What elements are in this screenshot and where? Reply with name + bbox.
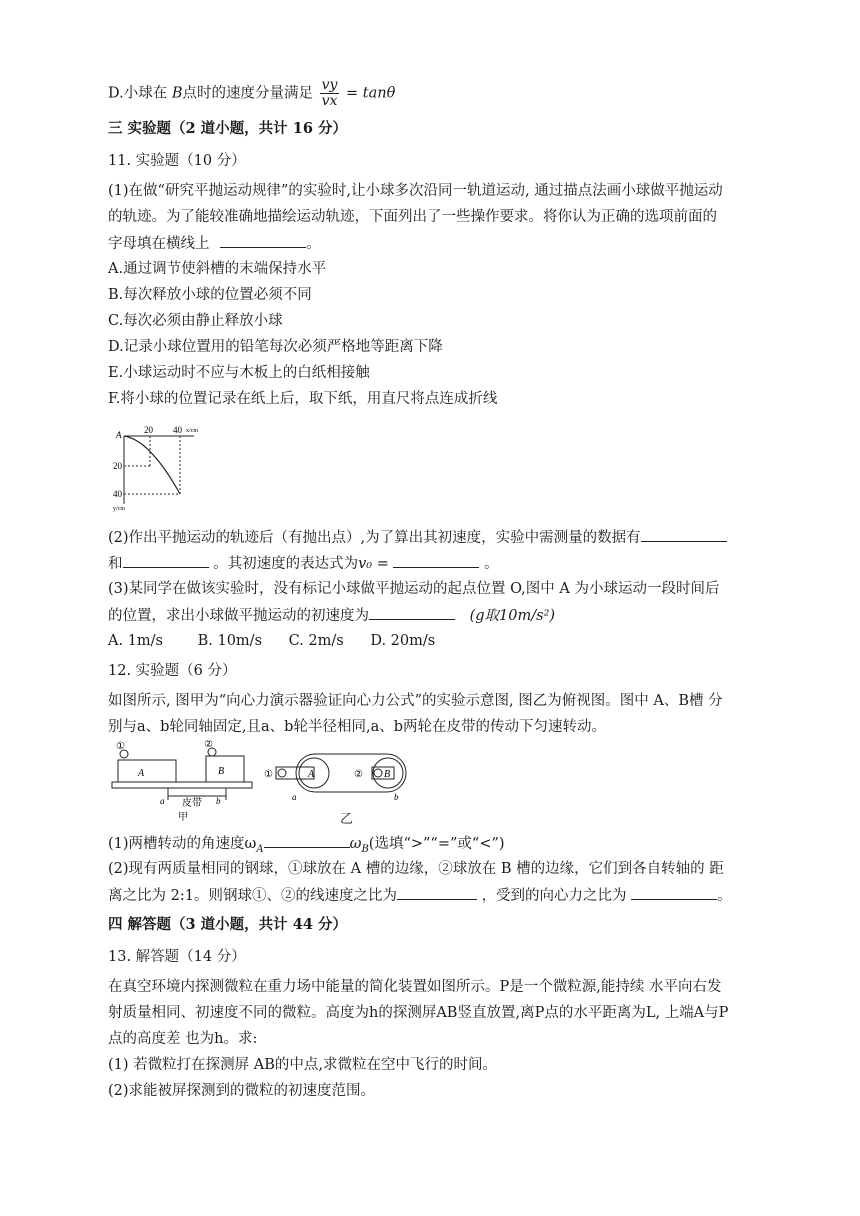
- choice-d: D. 20m/s: [370, 633, 436, 649]
- q11-p2-and: 和: [108, 556, 123, 572]
- q11-p2-line1-text: (2)作出平抛运动的轨迹后（有抛出点）,为了算出其初速度，实验中需测量的数据有: [108, 530, 641, 546]
- q10-option-d: [108, 78, 395, 109]
- choice-c: C. 2m/s: [288, 633, 344, 649]
- ball-1-top: [278, 769, 286, 777]
- q11-option-d: D.记录小球位置用的铅笔每次必须严格地等距离下降: [108, 339, 443, 355]
- section3-heading: 三 实验题（2 道小题，共计 16 分）: [108, 120, 347, 137]
- label-a-top: A: [308, 769, 315, 780]
- figure-jia: [108, 740, 258, 822]
- q12-p2-line2-mid: ，受到的向心力之比为: [481, 888, 627, 904]
- groove-b-top: [372, 767, 394, 779]
- q11-p1-line3-start: 字母填在横线上: [108, 236, 210, 252]
- label-b-groove: B: [218, 766, 225, 777]
- marker-2: ②: [204, 740, 213, 750]
- groove-b: [206, 756, 244, 782]
- trajectory-curve: [124, 436, 180, 494]
- x-unit-label: x/cm: [186, 428, 198, 434]
- trajectory-graph: [110, 424, 200, 512]
- y-unit-label: y/cm: [113, 506, 125, 512]
- answer-blank[interactable]: [393, 553, 479, 568]
- label-a-wheel: a: [160, 796, 165, 806]
- q12-intro-line2: 别与a、b轮同轴固定,且a、b轮半径相同,a、b两轮在皮带的传动下匀速转动。: [108, 719, 606, 735]
- answer-blank[interactable]: [397, 885, 477, 900]
- x-tick-20: 20: [144, 425, 153, 435]
- answer-blank[interactable]: [264, 833, 350, 848]
- q12-intro-line1: 如图所示, 图甲为“向心力演示器验证向心力公式”的实验示意图, 图乙为俯视图。图中 A、B槽 分: [108, 693, 723, 709]
- option-d-middle: 点时的速度分量满足: [182, 85, 313, 102]
- caption-yi: 乙: [340, 812, 354, 827]
- marker-2-top: ②: [354, 769, 363, 780]
- omega-b: ω: [349, 836, 362, 852]
- q13-sub1: (1) 若微粒打在探测屏 AB的中点,求微粒在空中飞行的时间。: [108, 1057, 497, 1073]
- q11-p1-line3-end: 。: [306, 236, 321, 252]
- q11-option-b: B.每次释放小球的位置必须不同: [108, 287, 312, 303]
- belt-label: 皮带: [182, 798, 202, 809]
- q12-p1: [108, 833, 505, 860]
- q12-p2-line2: [108, 885, 732, 906]
- y-tick-40: 40: [113, 489, 122, 499]
- caption-jia: 甲: [178, 812, 188, 822]
- q12-p1-end: (选填“>”“=”或“<”): [368, 836, 505, 852]
- ball-2-top: [374, 769, 382, 777]
- omega-sub-a: A: [256, 843, 264, 855]
- groove-a: [118, 760, 176, 782]
- x-tick-40: 40: [173, 425, 182, 435]
- q12-p1-start: (1)两槽转动的角速度ω: [108, 836, 257, 852]
- q11-p1-line2: 的轨迹。为了能较准确地描绘运动轨迹，下面列出了一些操作要求。将你认为正确的选项前面的: [108, 209, 717, 225]
- choice-b: B. 10m/s: [197, 633, 263, 649]
- point-label: B: [171, 85, 183, 102]
- section4-heading: 四 解答题（3 道小题，共计 44 分）: [108, 916, 347, 933]
- q12-p2-line1: (2)现有两质量相同的钢球，①球放在 A 槽的边缘，②球放在 B 槽的边缘，它们到各自转轴的 距: [108, 861, 724, 877]
- graph-origin-label: A: [116, 430, 122, 440]
- y-tick-20: 20: [113, 461, 122, 471]
- q11-option-f: F.将小球的位置记录在纸上后，取下纸，用直尺将点连成折线: [108, 391, 498, 407]
- q13-line1: 在真空环境内探测微粒在重力场中能量的简化装置如图所示。P是一个微粒源,能持续 水平向右发: [108, 979, 722, 995]
- marker-1: ①: [116, 741, 125, 752]
- answer-blank[interactable]: [220, 233, 306, 248]
- q11-p1-line3: [108, 233, 321, 254]
- q13-sub2: (2)求能被屏探测到的微粒的初速度范围。: [108, 1083, 376, 1099]
- label-b-wheel: b: [216, 796, 221, 806]
- label-a-groove: A: [138, 768, 145, 779]
- answer-blank[interactable]: [641, 527, 727, 542]
- figure-yi: [264, 744, 424, 806]
- fraction-numerator: vy: [321, 77, 338, 93]
- answer-blank[interactable]: [123, 553, 209, 568]
- q11-p1-line1: (1)在做“研究平抛运动规律”的实验时,让小球多次沿同一轨道运动, 通过描点法画小球做平抛运动: [108, 183, 723, 199]
- base-plate: [112, 782, 252, 788]
- q11-p2-expr-text: 。其初速度的表达式为: [213, 556, 359, 572]
- q13-title: 13. 解答题（14 分）: [108, 949, 246, 965]
- velocity-fraction: [320, 78, 340, 109]
- answer-blank[interactable]: [369, 605, 455, 620]
- q11-p2-line1: [108, 527, 727, 548]
- q11-p3-line1: (3)某同学在做该实验时，没有标记小球做平抛运动的起点位置 O,图中 A 为小球运动一段时间后: [108, 581, 720, 597]
- q11-p2-line2: [108, 553, 499, 574]
- q11-p2-end: 。: [484, 556, 499, 572]
- q11-choices: [108, 631, 435, 651]
- marker-1-top: ①: [264, 769, 273, 780]
- fraction-denominator: vx: [321, 93, 338, 109]
- label-a-wheel-top: a: [292, 792, 297, 802]
- q11-option-c: C.每次必须由静止释放小球: [108, 313, 283, 329]
- fraction-rhs: = tanθ: [346, 85, 396, 102]
- label-b-wheel-top: b: [394, 792, 399, 802]
- q13-line3: 点的高度差 也为h。求:: [108, 1031, 258, 1047]
- q11-option-e: E.小球运动时不应与木板上的白纸相接触: [108, 365, 370, 381]
- gravity-note: (g取10m/s²): [469, 608, 556, 624]
- q11-p3-line2: [108, 605, 555, 626]
- q12-title: 12. 实验题（6 分）: [108, 663, 237, 679]
- omega-sub-b: B: [361, 843, 369, 855]
- v0-symbol: v₀ =: [358, 556, 389, 572]
- q11-option-a: A.通过调节使斜槽的末端保持水平: [108, 261, 327, 277]
- q12-p2-line2-start: 离之比为 2:1。则钢球①、②的线速度之比为: [108, 888, 397, 904]
- q12-p2-line2-end: 。: [717, 888, 732, 904]
- q13-line2: 射质量相同、初速度不同的微粒。高度为h的探测屏AB竖直放置,离P点的水平距离为L, 上端A与P: [108, 1005, 729, 1021]
- answer-blank[interactable]: [631, 885, 717, 900]
- label-b-top: B: [384, 769, 391, 780]
- option-d-prefix: D.小球在: [108, 85, 168, 102]
- choice-a: A. 1m/s: [108, 633, 163, 649]
- q11-title: 11. 实验题（10 分）: [108, 153, 246, 169]
- q11-p3-line2-start: 的位置，求出小球做平抛运动的初速度为: [108, 608, 369, 624]
